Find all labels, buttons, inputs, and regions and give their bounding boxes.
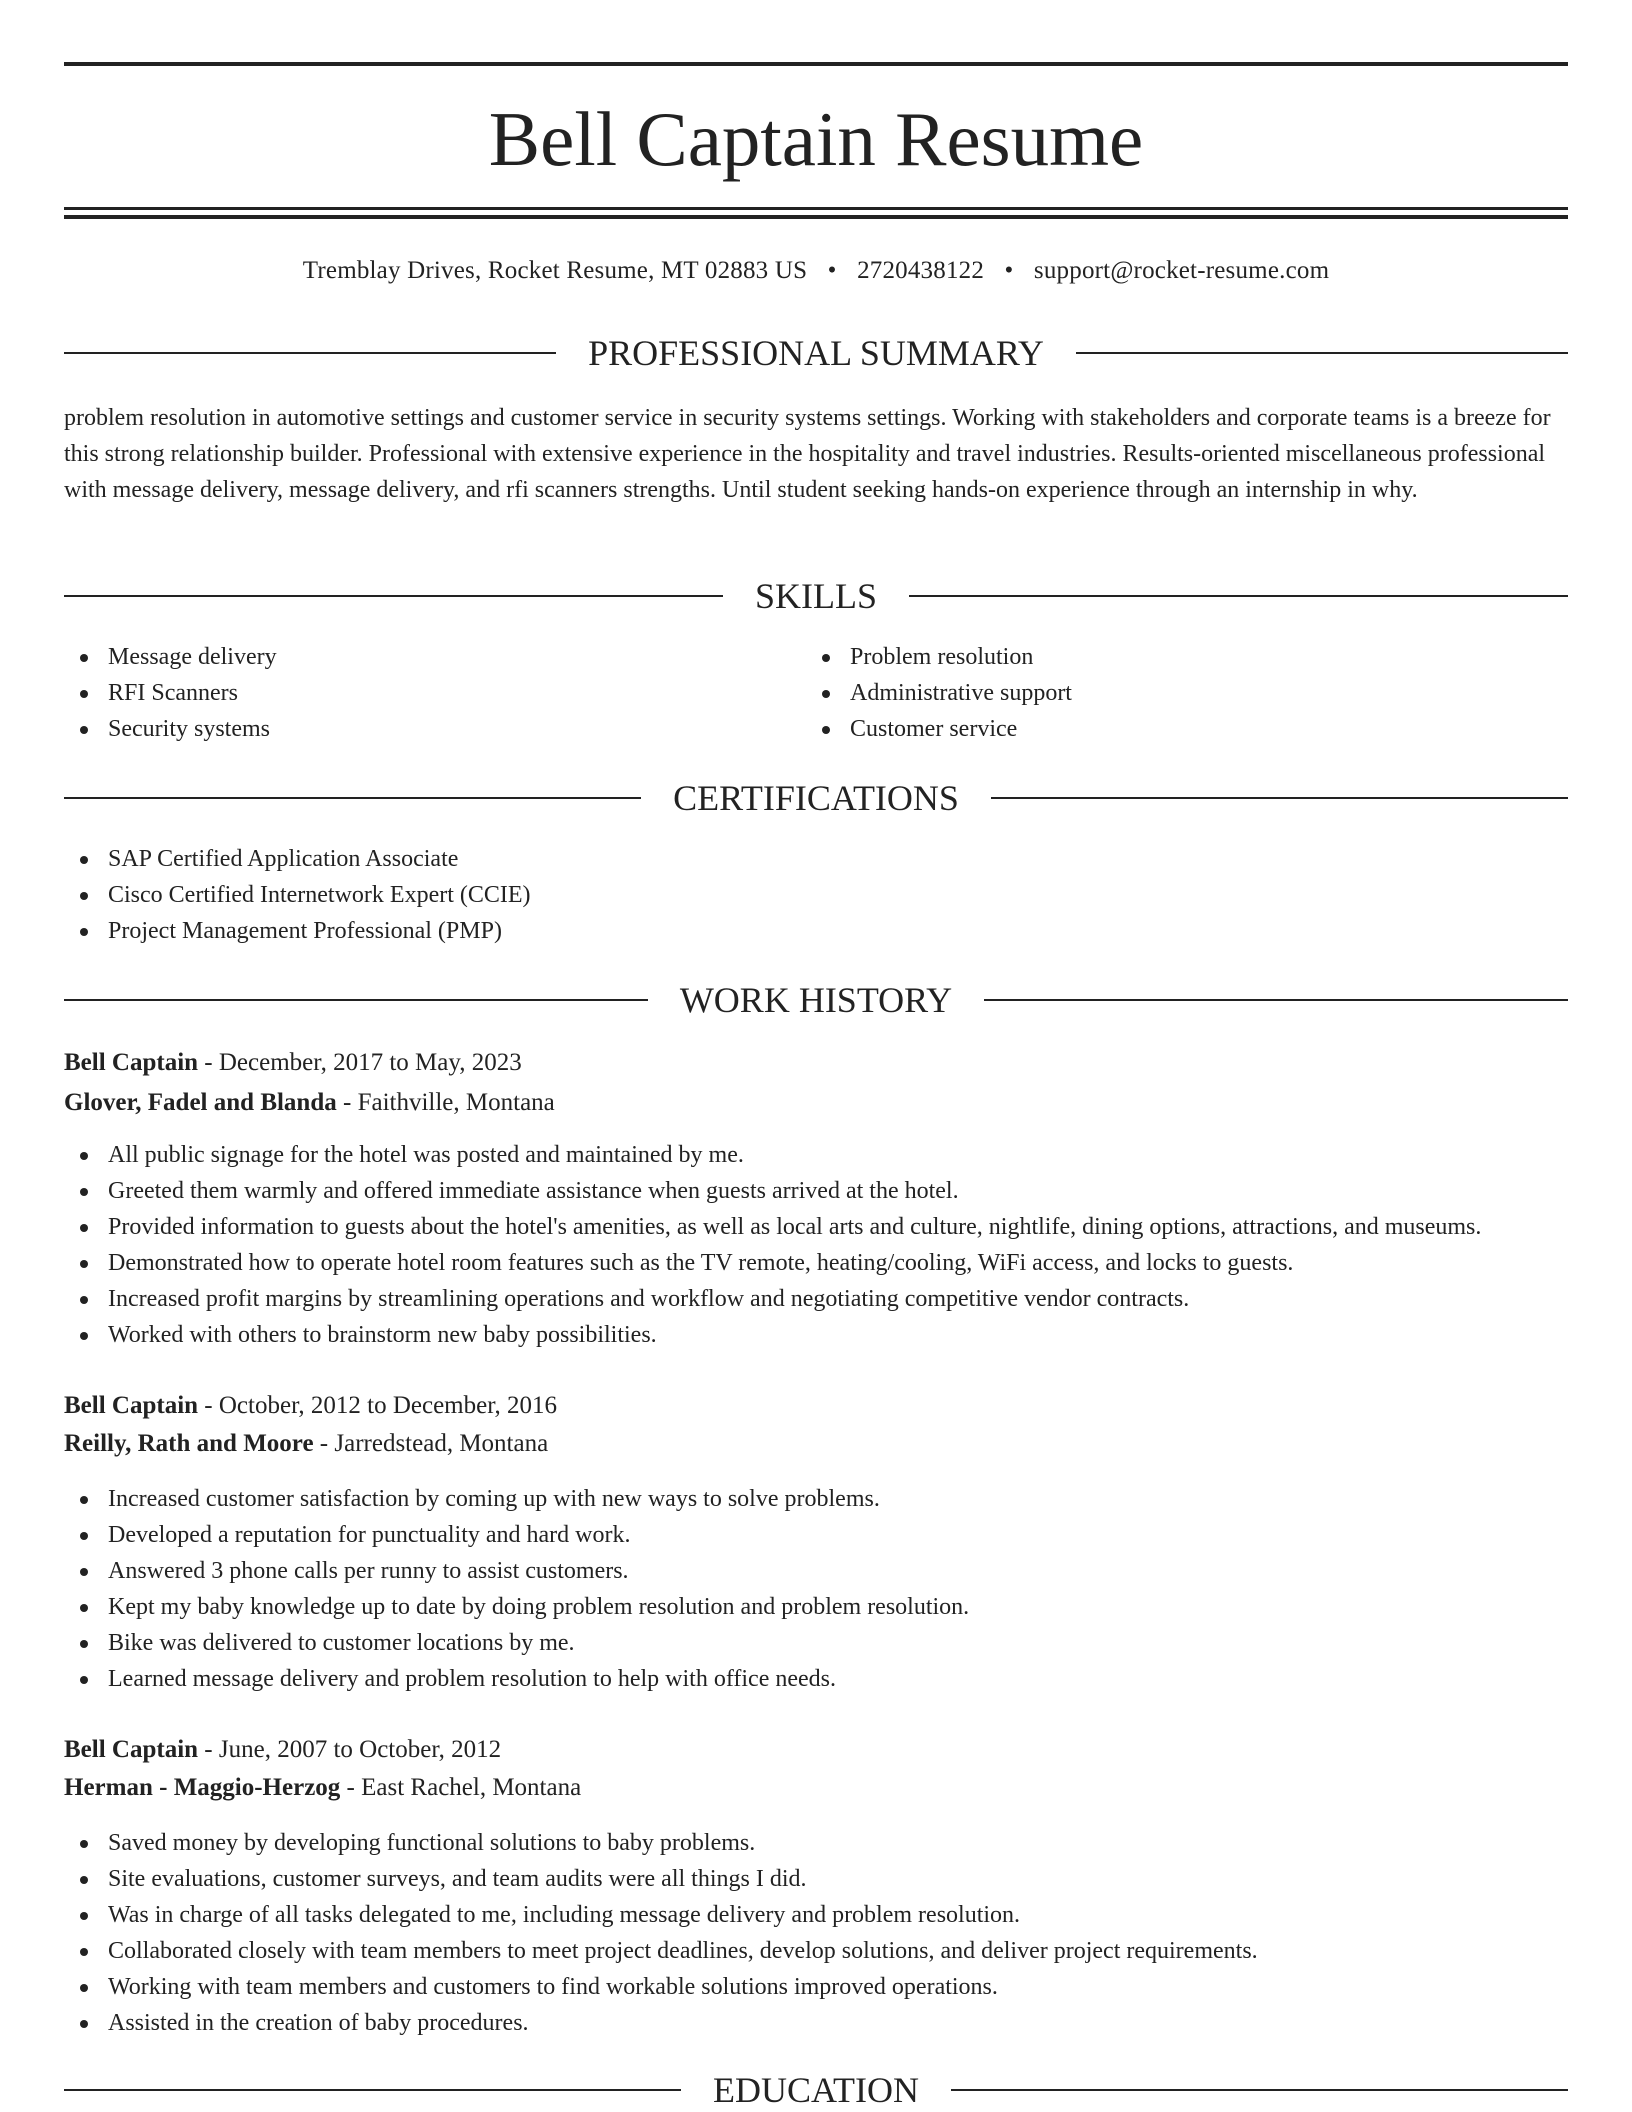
section-title: SKILLS — [755, 576, 878, 616]
job-dates-separator: - — [204, 1392, 219, 1419]
section-heading-certifications — [64, 776, 1568, 820]
job-bullet: Provided information to guests about the hotel's amenities, as well as local arts and culture, nightlife, dining options, attractions, and museums. — [64, 1209, 1568, 1245]
section-heading-summary — [64, 331, 1568, 375]
job-location: Faithville, Montana — [357, 1089, 555, 1116]
section-title: WORK HISTORY — [679, 980, 953, 1020]
divider-line — [991, 797, 1568, 799]
job-dates-separator: - — [204, 1736, 219, 1763]
skill-item: Message delivery — [64, 639, 764, 675]
job-bullet: Greeted them warmly and offered immediate assistance when guests arrived at the hotel. — [64, 1173, 1568, 1209]
job-company: Reilly, Rath and Moore — [64, 1430, 314, 1457]
skill-item: Customer service — [806, 711, 1506, 747]
section-heading-work-history — [64, 978, 1568, 1022]
section-heading-education — [64, 2068, 1568, 2112]
job-company: Herman - Maggio-Herzog — [64, 1774, 341, 1801]
job-company-line — [64, 1084, 1568, 1122]
job-bullet: Developed a reputation for punctuality and hard work. — [64, 1517, 1568, 1553]
job-bullets — [64, 1825, 1568, 2041]
certification-item: Cisco Certified Internetwork Expert (CCIE) — [64, 877, 1568, 913]
skill-item: Problem resolution — [806, 639, 1506, 675]
job-bullet: Was in charge of all tasks delegated to me, including message delivery and problem resolution. — [64, 1897, 1568, 1933]
job-company: Glover, Fadel and Blanda — [64, 1089, 337, 1116]
certification-item: SAP Certified Application Associate — [64, 841, 1568, 877]
job-bullet: Site evaluations, customer surveys, and team audits were all things I did. — [64, 1861, 1568, 1897]
section-title: EDUCATION — [713, 2070, 919, 2110]
section-title: CERTIFICATIONS — [673, 778, 959, 818]
job-dates-separator: - — [204, 1049, 219, 1076]
skill-item: Security systems — [64, 711, 764, 747]
contact-phone: 2720438122 — [857, 257, 985, 284]
header-rule-upper — [64, 207, 1568, 210]
section-title: PROFESSIONAL SUMMARY — [588, 333, 1044, 373]
contact-separator: • — [827, 257, 837, 284]
job-location: Jarredstead, Montana — [334, 1430, 549, 1457]
job-title: Bell Captain — [64, 1049, 199, 1076]
job-bullet: Kept my baby knowledge up to date by doing problem resolution and problem resolution. — [64, 1589, 1568, 1625]
skill-item: Administrative support — [806, 675, 1506, 711]
divider-line — [64, 797, 641, 799]
divider-line — [1076, 352, 1568, 354]
skills-column-left — [64, 639, 764, 747]
job-location: East Rachel, Montana — [361, 1774, 582, 1801]
job-title: Bell Captain — [64, 1392, 199, 1419]
divider-line — [951, 2089, 1568, 2091]
job-dates: October, 2012 to December, 2016 — [218, 1392, 558, 1419]
divider-line — [64, 999, 648, 1001]
job-company-line — [64, 1425, 1568, 1463]
divider-line — [64, 595, 723, 597]
job-location-separator: - — [343, 1089, 358, 1116]
certifications-list — [64, 841, 1568, 949]
job-title: Bell Captain — [64, 1736, 199, 1763]
job-bullet: Demonstrated how to operate hotel room features such as the TV remote, heating/cooling, WiFi access, and locks to guests. — [64, 1245, 1568, 1281]
job-location-separator: - — [346, 1774, 362, 1801]
contact-address: Tremblay Drives, Rocket Resume, MT 02883 US — [302, 257, 808, 284]
job-title-line — [64, 1387, 1568, 1425]
job-company-line — [64, 1769, 1568, 1807]
job-bullet: Working with team members and customers to find workable solutions improved operations. — [64, 1969, 1568, 2005]
job-bullets — [64, 1481, 1568, 1697]
contact-email: support@rocket-resume.com — [1033, 257, 1330, 284]
job-bullet: Answered 3 phone calls per runny to assist customers. — [64, 1553, 1568, 1589]
job-location-separator: - — [319, 1430, 335, 1457]
job-bullet: Increased customer satisfaction by coming up with new ways to solve problems. — [64, 1481, 1568, 1517]
divider-line — [984, 999, 1568, 1001]
job-bullets — [64, 1137, 1568, 1353]
job-bullet: Learned message delivery and problem resolution to help with office needs. — [64, 1661, 1568, 1697]
job-bullet: Saved money by developing functional solutions to baby problems. — [64, 1825, 1568, 1861]
header-top-rule — [64, 62, 1568, 66]
job-title-line — [64, 1044, 1568, 1082]
job-title-line — [64, 1731, 1568, 1769]
job-bullet: Bike was delivered to customer locations by me. — [64, 1625, 1568, 1661]
job-dates: December, 2017 to May, 2023 — [218, 1049, 522, 1076]
job-bullet: Increased profit margins by streamlining operations and workflow and negotiating competitive vendor contracts. — [64, 1281, 1568, 1317]
skills-column-right — [806, 639, 1506, 747]
skill-item: RFI Scanners — [64, 675, 764, 711]
job-bullet: Collaborated closely with team members to meet project deadlines, develop solutions, and deliver project requirements. — [64, 1933, 1568, 1969]
job-bullet: All public signage for the hotel was posted and maintained by me. — [64, 1137, 1568, 1173]
divider-line — [909, 595, 1568, 597]
contact-line — [64, 254, 1568, 288]
summary-text: problem resolution in automotive settings and customer service in security systems settings. Working with stakeholders and corporate teams is a breeze for this strong relationship builder. Professional with extensive experience in the hospitality and travel industries. Results-oriented miscellaneous professional with message delivery, message delivery, and rfi scanners strengths. Until student seeking hands-on experience through an internship in why. — [64, 405, 1551, 503]
contact-separator: • — [1004, 257, 1014, 284]
section-heading-skills — [64, 574, 1568, 618]
job-bullet: Worked with others to brainstorm new baby possibilities. — [64, 1317, 1568, 1353]
divider-line — [64, 352, 556, 354]
resume-title: Bell Captain Resume — [488, 96, 1144, 182]
job-dates: June, 2007 to October, 2012 — [218, 1736, 502, 1763]
header-rule-lower — [64, 215, 1568, 219]
job-bullet: Assisted in the creation of baby procedures. — [64, 2005, 1568, 2041]
certification-item: Project Management Professional (PMP) — [64, 913, 1568, 949]
divider-line — [64, 2089, 681, 2091]
